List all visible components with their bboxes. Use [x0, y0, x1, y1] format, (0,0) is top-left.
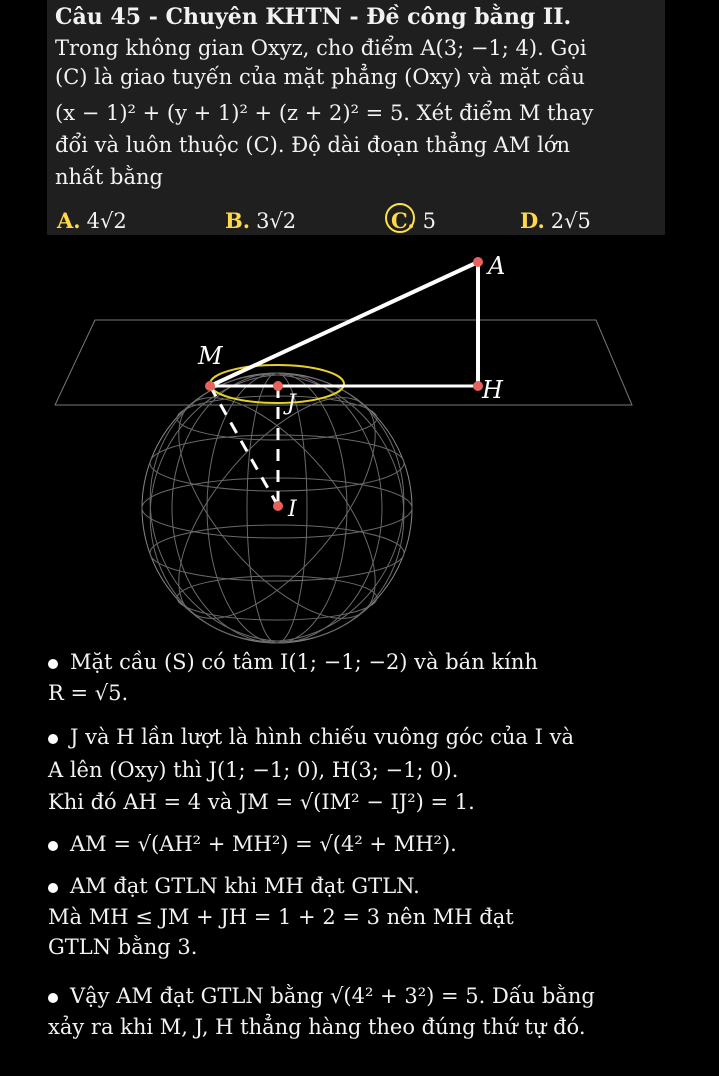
question-title: Câu 45 - Chuyên KHTN - Đề công bằng II.	[55, 4, 572, 30]
question-line-2: (C) là giao tuyến của mặt phẳng (Oxy) và mặt cầu	[55, 65, 585, 89]
segment-am	[210, 262, 478, 386]
solution-item-5: Vậy AM đạt GTLN bằng √(4² + 3²) = 5. Dấu bằng	[48, 983, 595, 1009]
bullet-icon	[48, 883, 58, 893]
geometry-figure	[0, 240, 719, 650]
solution-line: Khi đó AH = 4 và JM = √(IM² − IJ²) = 1.	[48, 790, 475, 814]
question-line-3: (x − 1)² + (y + 1)² + (z + 2)² = 5. Xét điểm M thay	[55, 101, 594, 125]
label-h: H	[482, 376, 503, 404]
solution-line: xảy ra khi M, J, H thẳng hàng theo đúng thứ tự đó.	[48, 1015, 586, 1039]
bullet-icon	[48, 993, 58, 1003]
solution-item-2: J và H lần lượt là hình chiếu vuông góc của I và	[48, 724, 574, 750]
solution-item-1: Mặt cầu (S) có tâm I(1; −1; −2) và bán kính	[48, 649, 538, 675]
solution-item-3: AM = √(AH² + MH²) = √(4² + MH²).	[48, 831, 457, 857]
plane-oxy	[55, 320, 632, 405]
question-line-1: Trong không gian Oxyz, cho điểm A(3; −1; 4). Gọi	[55, 36, 587, 60]
solution-line: GTLN bằng 3.	[48, 935, 198, 959]
question-line-5: nhất bằng	[55, 165, 163, 189]
label-i: I	[288, 497, 297, 522]
bullet-icon	[48, 841, 58, 851]
label-m: M	[198, 342, 223, 370]
question-line-4: đổi và luôn thuộc (C). Độ dài đoạn thẳng AM lớn	[55, 133, 570, 157]
option-a[interactable]: A. 4√2	[57, 208, 127, 233]
point-m	[205, 381, 215, 391]
label-j: J	[287, 391, 296, 416]
label-a: A	[488, 252, 506, 280]
solution-line: A lên (Oxy) thì J(1; −1; 0), H(3; −1; 0).	[48, 758, 459, 782]
option-b[interactable]: B. 3√2	[225, 208, 297, 233]
solution-item-4: AM đạt GTLN khi MH đạt GTLN.	[48, 873, 420, 899]
solution-line: R = √5.	[48, 681, 129, 705]
point-a	[473, 257, 483, 267]
solution-line: Mà MH ≤ JM + JH = 1 + 2 = 3 nên MH đạt	[48, 905, 514, 929]
bullet-icon	[48, 659, 58, 669]
point-j	[273, 381, 283, 391]
point-i	[273, 501, 283, 511]
option-d[interactable]: D. 2√5	[520, 208, 591, 233]
bullet-icon	[48, 734, 58, 744]
option-c[interactable]: C. 5	[391, 208, 437, 233]
